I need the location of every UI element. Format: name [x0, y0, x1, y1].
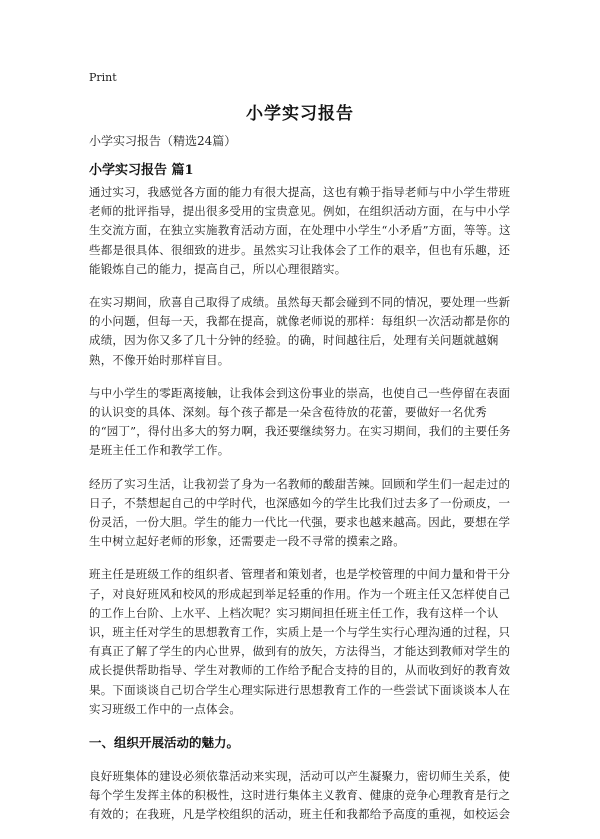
- paragraph-2: 在实习期间，欣喜自己取得了成绩。虽然每天都会碰到不同的情况，要处理一些新的小问题，但每一天，我都在提高，就像老师说的那样：每组织一次活动都是你的成绩，因为你又多了几十分钟的经验。的确，时间越往后，处理有关问题就越娴熟，不像开始时那样盲目。: [89, 295, 511, 367]
- section-heading: 小学实习报告 篇1: [89, 163, 194, 178]
- page-title: 小学实习报告: [246, 104, 354, 124]
- print-label[interactable]: Print: [89, 71, 117, 84]
- paragraph-6: 良好班集体的建设必须依靠活动来实现，活动可以产生凝聚力，密切师生关系，使每个学生发挥主体的积极性，这时进行集体主义教育、健康的竞争心理教育是行之有效的；在我班，凡是学校组织的活动，班主任和我都给予高度的重视，如校运会: [89, 769, 511, 822]
- sub-heading: 一、组织开展活动的魅力。: [89, 735, 240, 751]
- paragraph-3: 与中小学生的零距离接触，让我体会到这份事业的崇高，也使自己一些停留在表面的认识变的具体、深刻。每个孩子都是一朵含苞待放的花蕾，要做好一名优秀的“园丁”，得付出多大的努力啊，我还要继续努力。在实习期间，我们的主要任务是班主任工作和教学工作。: [89, 385, 511, 458]
- document-subtitle: 小学实习报告（精选24篇）: [89, 134, 237, 148]
- paragraph-5: 班主任是班级工作的组织者、管理者和策划者，也是学校管理的中间力量和骨干分子，对良好班风和校风的形成起到举足轻重的作用。作为一个班主任又怎样使自己的工作上台阶、上水平、上档次呢？实习期间担任班主任工作，我有这样一个认识，班主任对学生的思想教育工作，实质上是一个与学生实行心理沟通的过程，只有真正了解了学生的内心世界，做到有的放矢，方法得当，才能达到教师对学生的成长提供帮助指导、学生对教师的工作给予配合支持的目的，从而收到好的教育效果。下面谈谈自己切合学生心理实际进行思想教育工作的一些尝试下面谈谈本人在实习班级工作中的一点体会。: [89, 567, 511, 716]
- paragraph-1: 通过实习，我感觉各方面的能力有很大提高，这也有赖于指导老师与中小学生带班老师的批评指导，提出很多受用的宝贵意见。例如，在组织活动方面，在与中小学生交流方面，在独立实施教育活动方面，在处理中小学生“小矛盾”方面，等等。这些都是很具体、很细致的进步。虽然实习让我体会了工作的艰辛，但也有乐趣，还能锻炼自己的能力，提高自己，所以心理很踏实。: [89, 185, 511, 276]
- paragraph-4: 经历了实习生活，让我初尝了身为一名教师的酸甜苦辣。回顾和学生们一起走过的日子，不禁想起自己的中学时代，也深感如今的学生比我们过去多了一份顽皮，一份灵活，一份大胆。学生的能力一代比一代强，要求也越来越高。因此，要想在学生中树立起好老师的形象，还需要走一段不寻常的摸索之路。: [89, 476, 511, 549]
- body-text: [89, 183, 516, 839]
